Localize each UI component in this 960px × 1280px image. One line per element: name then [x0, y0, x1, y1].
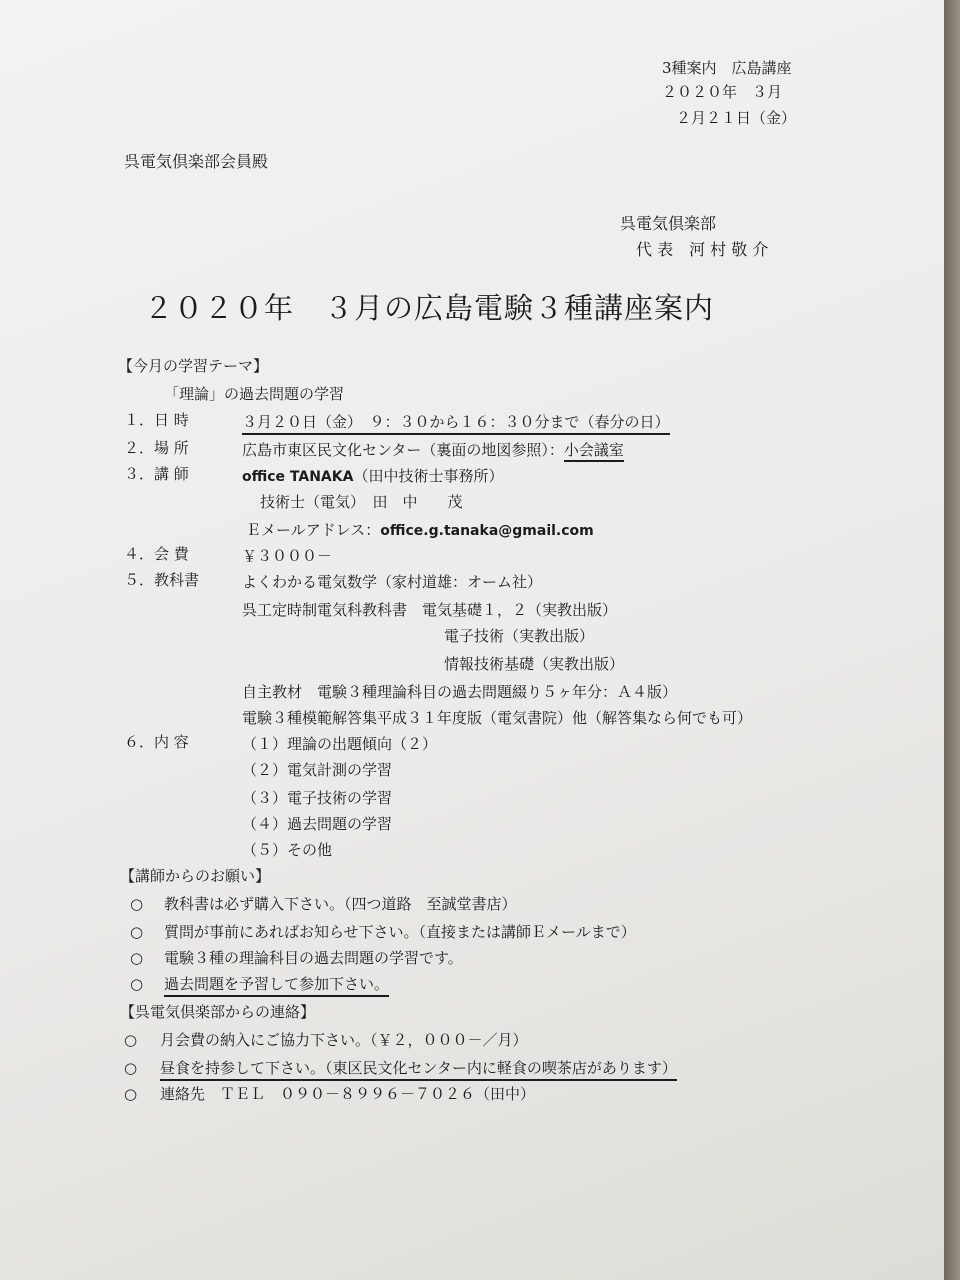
sender-org: 呉電気倶楽部	[620, 214, 717, 233]
date-label: １．日 時	[124, 411, 189, 429]
bullet-icon: ○	[130, 975, 144, 993]
email-address: office.g.tanaka@gmail.com	[380, 523, 594, 539]
textbook-item: 自主教材 電験３種理論科目の過去問題綴り５ヶ年分：Ａ４版）	[242, 683, 678, 701]
teacher-email-line	[246, 520, 594, 541]
sender-rep: 代 表 河 村 敬 介	[636, 240, 769, 259]
content-item: （５）その他	[242, 841, 333, 859]
desk-background	[944, 0, 960, 1280]
content-item: （１）理論の出題傾向（２）	[242, 735, 438, 753]
requests-heading: 【講師からのお願い】	[120, 867, 271, 885]
fee-value: ￥３０００－	[242, 547, 333, 565]
teacher-office-suffix: （田中技術士事務所）	[353, 467, 504, 485]
request-item: 電験３種の理論科目の過去問題の学習です。	[164, 949, 463, 967]
textbook-item: よくわかる電気数学（家村道雄：オーム社）	[242, 573, 543, 591]
content-item: （３）電子技術の学習	[242, 789, 393, 807]
fee-label: ４．会 費	[124, 545, 189, 563]
bullet-icon: ○	[130, 949, 144, 967]
textbook-item: 情報技術基礎（実教出版）	[444, 655, 625, 673]
content-item: （２）電気計測の学習	[242, 761, 393, 779]
textbook-item: 電験３種模範解答集平成３１年度版（電気書院）他（解答集なら何でも可）	[242, 709, 753, 727]
page-title: ２０２０年 ３月の広島電験３種講座案内	[144, 291, 715, 325]
bullet-icon: ○	[124, 1031, 138, 1049]
place-label: ２．場 所	[124, 439, 189, 457]
place-name: 広島市東区民文化センター（裏面の地図参照）：	[242, 441, 564, 459]
addressee: 呉電気倶楽部会員殿	[124, 152, 269, 171]
email-label: Ｅメールアドレス：	[246, 521, 381, 539]
request-item: 教科書は必ず購入下さい。（四つ道路 至誠堂書店）	[164, 895, 517, 913]
bullet-icon: ○	[130, 923, 144, 941]
teacher-title: 技術士（電気） 田 中 茂	[260, 493, 463, 511]
club-item: 昼食を持参して下さい。（東区民文化センター内に軽食の喫茶店があります）	[160, 1058, 677, 1081]
bullet-icon: ○	[130, 895, 144, 913]
theme-heading: 【今月の学習テーマ】	[118, 357, 269, 375]
bullet-icon: ○	[124, 1085, 138, 1103]
place-value	[242, 440, 624, 460]
club-item: 月会費の納入にご協力下さい。（￥２，０００－／月）	[160, 1031, 528, 1049]
place-room: 小会議室	[564, 441, 624, 462]
club-item: 連絡先 ＴＥＬ ０９０－８９９６－７０２６（田中）	[160, 1085, 536, 1103]
textbook-item: 呉工定時制電気科教科書 電気基礎１，２（実教出版）	[242, 601, 618, 619]
teacher-office	[242, 466, 503, 487]
request-item: 質問が事前にあればお知らせ下さい。（直接または講師Ｅメールまで）	[164, 923, 636, 941]
teacher-label: ３．講 師	[124, 465, 189, 483]
document-ref: 3種案内 広島講座	[662, 59, 792, 77]
theme-text: 「理論」の過去問題の学習	[164, 385, 345, 403]
content-label: ６．内 容	[124, 733, 189, 751]
content-item: （４）過去問題の学習	[242, 815, 393, 833]
date-value: ３月２０日（金） ９：３０から１６：３０分まで（春分の日）	[242, 412, 670, 435]
request-item: 過去問題を予習して参加下さい。	[164, 974, 389, 997]
issue-month: ２０２０年 ３月	[662, 83, 783, 101]
textbook-label: ５．教科書	[124, 571, 200, 589]
textbook-item: 電子技術（実教出版）	[444, 627, 595, 645]
teacher-office-name: office TANAKA	[242, 469, 354, 485]
club-heading: 【呉電気倶楽部からの連絡】	[120, 1003, 316, 1021]
bullet-icon: ○	[124, 1059, 138, 1077]
issue-date: ２月２１日（金）	[676, 109, 797, 127]
